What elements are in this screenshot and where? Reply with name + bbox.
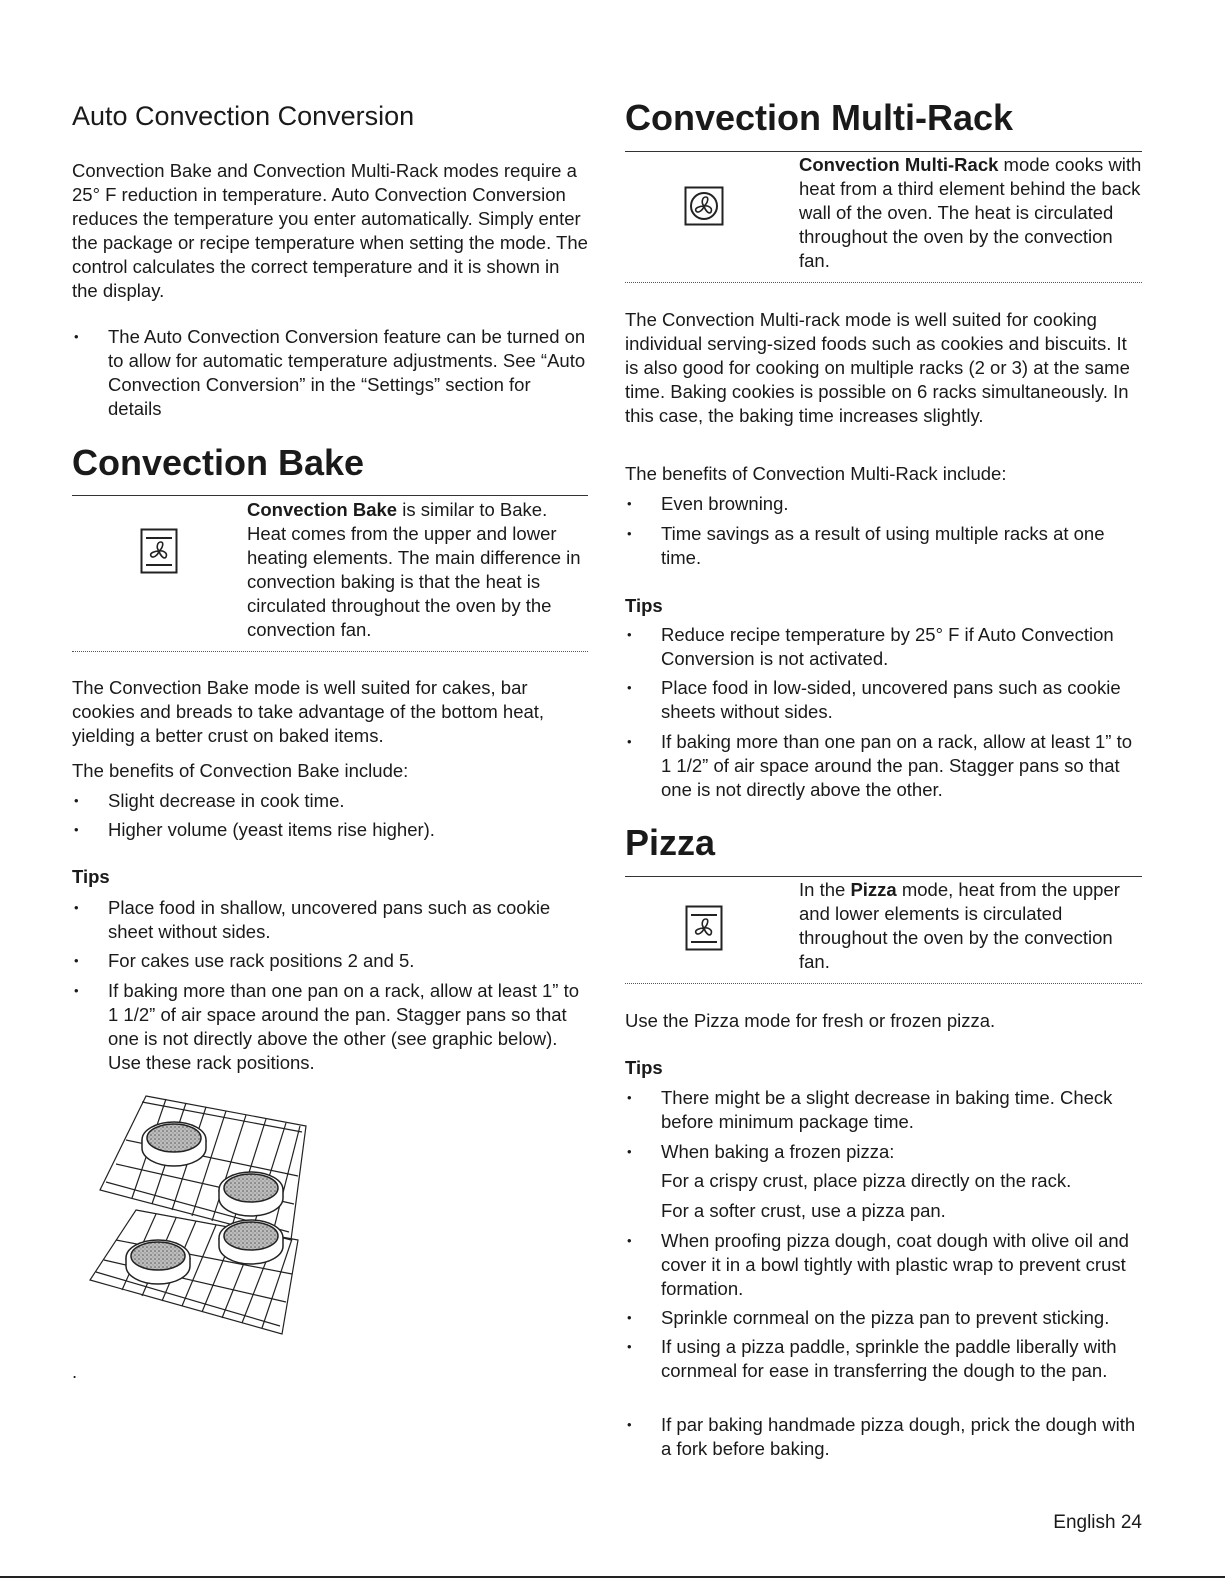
multi-benefits-intro: The benefits of Convection Multi-Rack include: (625, 463, 1007, 484)
list-item: • If using a pizza paddle, sprinkle the paddle liberally with cornmeal for ease in transferring the dough to the pan. (625, 1335, 1142, 1383)
list-item: • There might be a slight decrease in baking time. Check before minimum package time. (625, 1086, 1142, 1134)
auto-convection-paragraph: Convection Bake and Convection Multi-Rack modes require a 25° F reduction in temperature. Auto Convection Conversion reduces the temperature you enter automatically. Simply enter the package or recipe temperature when setting the mode. The control calculates the correct temperature and it is shown in the display. (72, 160, 588, 301)
racks-with-cake-pans-illustration (86, 1090, 318, 1340)
stray-dot: . (72, 1361, 78, 1382)
list-item: • When baking a frozen pizza: (625, 1140, 1142, 1164)
divider (72, 651, 588, 652)
list-item: • If baking more than one pan on a rack, allow at least 1” to 1 1/2” of air space around the pan. Stagger pans so that one is not directly above the other (see graphic below). Use these rack positions. (72, 979, 588, 1075)
list-item: • Slight decrease in cook time. (72, 789, 588, 813)
multi-rack-paragraph: The Convection Multi-rack mode is well suited for cooking individual serving-sized foods such as cookies and biscuits. It is also good for cooking on multiple racks (2 or 3) at the same time. Baking cookies is possible on 6 racks simultaneously. In this case, the baking time increases slightly. (625, 309, 1130, 426)
list-item: • Higher volume (yeast items rise higher). (72, 818, 588, 842)
divider (625, 282, 1142, 283)
tips-heading: Tips (72, 866, 110, 887)
divider (625, 151, 1142, 152)
convection-multi-rack-bold: Convection Multi-Rack (799, 154, 999, 175)
auto-convection-bullet: • The Auto Convection Conversion feature can be turned on to allow for automatic temperature adjustments. See “Auto Convection Conversion” in the “Settings” section for details (72, 325, 588, 421)
pizza-title: Pizza (625, 822, 716, 863)
convection-bake-title: Convection Bake (72, 442, 365, 483)
convection-bake-text: is similar to Bake. Heat comes from the upper and lower heating elements. The main difference in convection baking is that the heat is circulated throughout the oven by the convection fan. (247, 499, 581, 640)
tips-heading: Tips (625, 1057, 663, 1078)
list-item: • Sprinkle cornmeal on the pizza pan to prevent sticking. (625, 1306, 1142, 1330)
divider (625, 983, 1142, 984)
list-item: • If par baking handmade pizza dough, prick the dough with a fork before baking. (625, 1413, 1142, 1461)
convection-multi-rack-description (799, 153, 1142, 273)
divider (625, 876, 1142, 877)
pizza-bold: Pizza (850, 879, 897, 900)
list-item: • Place food in low-sided, uncovered pans such as cookie sheets without sides. (625, 676, 1142, 724)
bake-benefits-intro: The benefits of Convection Bake include: (72, 760, 409, 781)
list-item: • If baking more than one pan on a rack, allow at least 1” to 1 1/2” of air space around the pan. Stagger pans so that one is not directly above the other. (625, 730, 1142, 802)
convection-bake-bold: Convection Bake (247, 499, 398, 520)
convection-bake-description (247, 498, 588, 642)
convection-multi-rack-text: mode cooks with heat from a third element behind the back wall of the oven. The heat is circulated throughout the oven by the convection fan. (799, 154, 1142, 271)
sub-item: For a crispy crust, place pizza directly on the rack. (661, 1170, 1072, 1191)
list-item: • Even browning. (625, 492, 1142, 516)
page-number: English 24 (1053, 1512, 1142, 1533)
auto-convection-title: Auto Convection Conversion (72, 101, 415, 131)
tips-heading: Tips (625, 595, 663, 616)
convection-bake-paragraph: The Convection Bake mode is well suited for cakes, bar cookies and breads to take advantage of the bottom heat, yielding a better crust on baked items. (72, 677, 545, 746)
list-item: • Reduce recipe temperature by 25° F if Auto Convection Conversion is not activated. (625, 623, 1142, 671)
divider (72, 495, 588, 496)
pizza-text-pre: In the (799, 879, 851, 900)
page-bottom-border (0, 1576, 1225, 1578)
pizza-description (799, 878, 1142, 974)
sub-item: For a softer crust, use a pizza pan. (661, 1200, 946, 1221)
convection-bake-icon (140, 528, 178, 574)
convection-multi-rack-title: Convection Multi-Rack (625, 97, 1014, 138)
list-item: • When proofing pizza dough, coat dough with olive oil and cover it in a bowl tightly with plastic wrap to prevent crust formation. (625, 1229, 1142, 1301)
list-item: • Place food in shallow, uncovered pans such as cookie sheet without sides. (72, 896, 588, 944)
convection-multi-rack-icon (684, 186, 724, 226)
list-item: • For cakes use rack positions 2 and 5. (72, 949, 588, 973)
pizza-text: mode, heat from the upper and lower elements is circulated throughout the oven by the convection fan. (799, 879, 1120, 972)
pizza-paragraph: Use the Pizza mode for fresh or frozen pizza. (625, 1010, 996, 1031)
pizza-mode-icon (685, 905, 723, 951)
list-item: • Time savings as a result of using multiple racks at one time. (625, 522, 1142, 570)
